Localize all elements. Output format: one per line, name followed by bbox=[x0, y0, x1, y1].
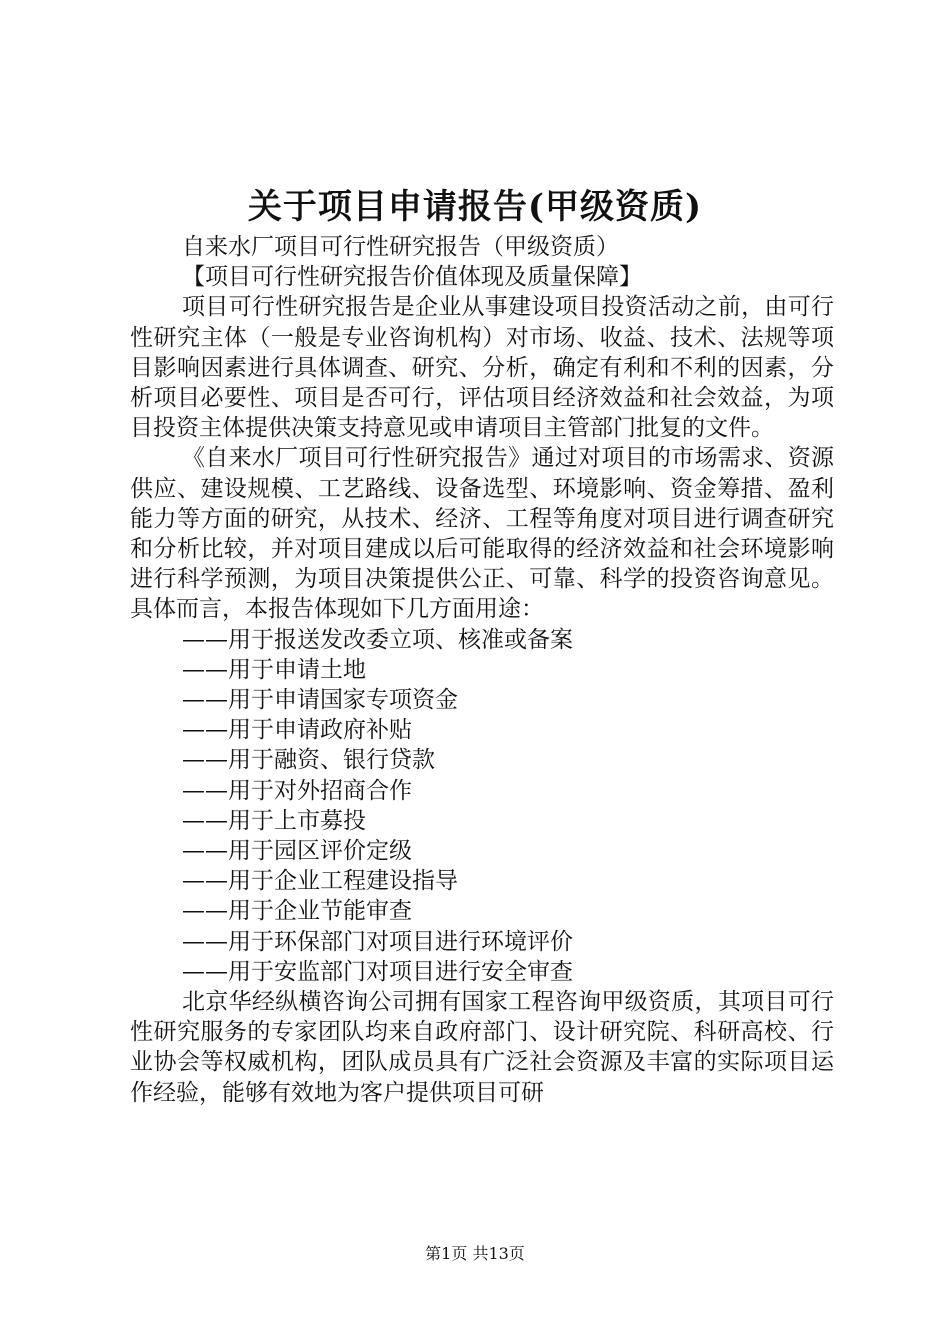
list-item: ——用于园区评价定级 bbox=[182, 838, 412, 865]
list-item: ——用于上市募投 bbox=[182, 807, 366, 834]
list-item: ——用于融资、银行贷款 bbox=[182, 747, 435, 774]
list-item: ——用于企业节能审查 bbox=[182, 898, 412, 925]
list-item: ——用于申请土地 bbox=[182, 656, 366, 683]
paragraph-report-purpose: 《自来水厂项目可行性研究报告》通过对项目的市场需求、资源供应、建设规模、工艺路线、设备选型、环境影响、资金筹措、盈利能力等方面的研究，从技术、经济、工程等角度对项目进行调查研究和分析比较，并对项目建成以后可能取得的经济效益和社会环境影响进行科学预测，为项目决策提供公正、可靠、科学的投资咨询意见。具体而言，本报告体现如下几方面用途： bbox=[130, 445, 834, 623]
paragraph-company-intro: 北京华经纵横咨询公司拥有国家工程咨询甲级资质，其项目可行性研究服务的专家团队均来自政府部门、设计研究院、科研高校、行业协会等权威机构，团队成员具有广泛社会资源及丰富的实际项目运作经验，能够有效地为客户提供项目可研 bbox=[130, 989, 834, 1106]
list-item: ——用于申请政府补贴 bbox=[182, 717, 412, 744]
list-item: ——用于安监部门对项目进行安全审查 bbox=[182, 958, 573, 985]
list-item: ——用于企业工程建设指导 bbox=[182, 868, 458, 895]
document-body bbox=[130, 232, 834, 1108]
paragraph-intro: 项目可行性研究报告是企业从事建设项目投资活动之前，由可行性研究主体（一般是专业咨询机构）对市场、收益、技术、法规等项目影响因素进行具体调查、研究、分析，确定有利和不利的因素，分析项目必要性、项目是否可行，评估项目经济效益和社会效益，为项目投资主体提供决策支持意见或申请项目主管部门批复的文件。 bbox=[130, 294, 834, 442]
section-heading: 【项目可行性研究报告价值体现及质量保障】 bbox=[182, 264, 642, 291]
page-footer: 第1页 共13页 bbox=[425, 1244, 525, 1263]
document-title: 关于项目申请报告(甲级资质) bbox=[247, 187, 703, 227]
document-subtitle: 自来水厂项目可行性研究报告（甲级资质） bbox=[182, 234, 619, 260]
list-item: ——用于报送发改委立项、核准或备案 bbox=[182, 626, 573, 653]
list-item: ——用于环保部门对项目进行环境评价 bbox=[182, 928, 573, 955]
uses-list bbox=[130, 625, 834, 987]
list-item: ——用于申请国家专项资金 bbox=[182, 687, 458, 714]
list-item: ——用于对外招商合作 bbox=[182, 777, 412, 804]
